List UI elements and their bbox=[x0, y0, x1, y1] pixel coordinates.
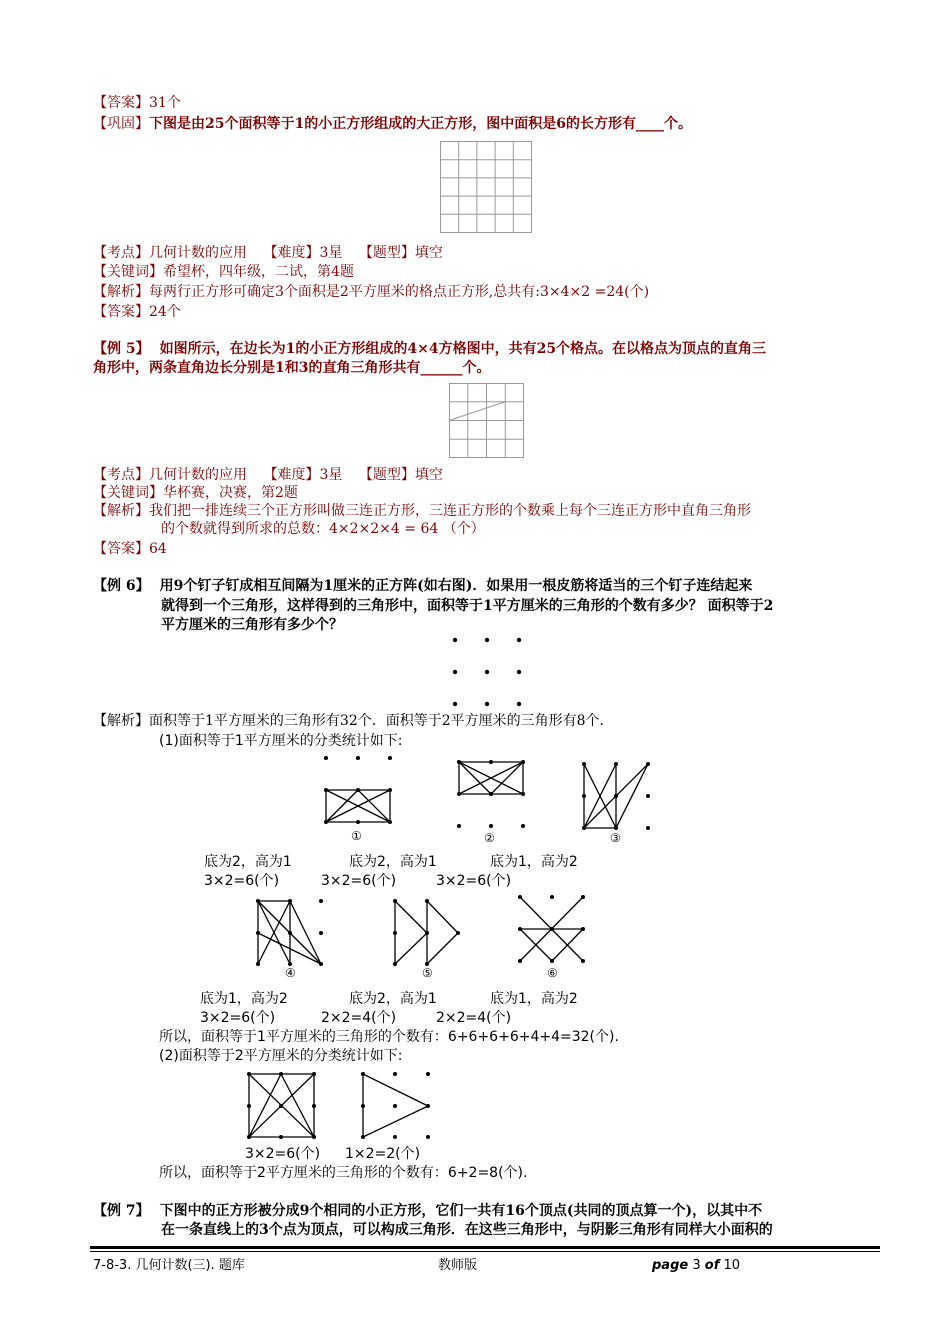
consolidate-question-text: 下图是由25个面积等于1的小正方形组成的大正方形，图中面积是6的长方形有____个。 bbox=[149, 116, 692, 132]
figure-area2-a bbox=[244, 1069, 324, 1141]
ex5-analysis-line1 bbox=[93, 502, 751, 520]
keywords-value: 希望杯，四年级，二试，第4题 bbox=[163, 264, 354, 280]
ex6-part1-title: (1)面积等于1平方厘米的分类统计如下: bbox=[159, 733, 403, 749]
ex5-keywords bbox=[93, 484, 298, 502]
ex6-summary2: 所以，面积等于2平方厘米的三角形的个数有：6+2=8(个). bbox=[159, 1165, 528, 1181]
page-number: 3 bbox=[692, 1258, 701, 1273]
analysis-tag: 【解析】 bbox=[93, 713, 149, 729]
ex5-question-line2: 角形中，两条直角边长分别是1和3的直角三角形共有______个。 bbox=[93, 360, 491, 376]
figure-1 bbox=[320, 752, 396, 844]
fig-label: ④ bbox=[285, 966, 296, 980]
row2-caption-1-calc: 3×2=6(个) bbox=[200, 1010, 276, 1026]
fig-label: ⑥ bbox=[547, 966, 558, 980]
grid-5x5-figure bbox=[440, 141, 532, 233]
ex7-tag: 【例 7】 bbox=[93, 1203, 150, 1219]
difficulty-tag: 【难度】 bbox=[263, 245, 320, 261]
kaodian-value: 几何计数的应用 bbox=[149, 467, 247, 483]
grid-4x4-figure bbox=[449, 383, 524, 458]
ex5-analysis-line2: 的个数就得到所求的总数：4×2×2×4 = 64 （个） bbox=[161, 521, 485, 537]
answer-tag: 【答案】 bbox=[93, 541, 149, 557]
footer-left: 7-8-3. 几何计数(三). 题库 bbox=[93, 1258, 245, 1273]
keywords-value: 华杯赛，决赛，第2题 bbox=[163, 485, 298, 501]
ex6-question-text-1: 用9个钉子钉成相互间隔为1厘米的正方阵(如右图)．如果用一根皮筋将适当的三个钉子连结起来 bbox=[159, 578, 753, 594]
row2-caption-3-desc: 底为1，高为2 bbox=[490, 991, 578, 1007]
type-tag: 【题型】 bbox=[358, 467, 415, 483]
footer-rule-thick bbox=[90, 1246, 880, 1249]
figure-area2-b bbox=[358, 1069, 438, 1141]
consolidate-answer bbox=[93, 303, 181, 321]
nine-pin-figure bbox=[450, 635, 526, 711]
row1-caption-3-calc: 3×2=6(个) bbox=[436, 873, 512, 889]
row2-caption-2-calc: 2×2=4(个) bbox=[321, 1010, 397, 1026]
ex5-answer bbox=[93, 540, 167, 558]
answer-value: 24个 bbox=[149, 304, 181, 320]
page-total: 10 bbox=[723, 1258, 741, 1273]
row2-caption-2-desc: 底为2，高为1 bbox=[349, 991, 437, 1007]
answer-tag: 【答案】 bbox=[93, 304, 149, 320]
fig-label: ② bbox=[484, 831, 495, 845]
consolidate-question bbox=[93, 115, 692, 133]
analysis-text-1: 我们把一排连续三个正方形叫做三连正方形，三连正方形的个数乘上每个三连正方形中直角三角形 bbox=[149, 503, 751, 519]
analysis-tag: 【解析】 bbox=[93, 284, 149, 300]
figure-6 bbox=[516, 893, 592, 983]
difficulty-tag: 【难度】 bbox=[263, 467, 320, 483]
row1-caption-1-desc: 底为2，高为1 bbox=[204, 854, 292, 870]
row2-caption-3-calc: 2×2=4(个) bbox=[436, 1010, 512, 1026]
answer-tag: 【答案】 bbox=[93, 95, 149, 111]
type-value: 填空 bbox=[414, 467, 443, 483]
kaodian-value: 几何计数的应用 bbox=[149, 245, 247, 261]
footer-page bbox=[652, 1258, 740, 1274]
ex7-question-text-1: 下图中的正方形被分成9个相同的小正方形，它们一共有16个顶点(共同的顶点算一个)，以其中不 bbox=[159, 1203, 763, 1219]
consolidate-keywords bbox=[93, 263, 354, 281]
ex6-question-line1 bbox=[93, 577, 752, 595]
row1-caption-3-desc: 底为1，高为2 bbox=[490, 854, 578, 870]
ex7-question-line1 bbox=[93, 1202, 762, 1220]
analysis-text: 每两行正方形可确定3个面积是2平方厘米的格点正方形,总共有:3×4×2 =24(个) bbox=[149, 284, 650, 300]
ex5-question-line1 bbox=[93, 340, 766, 358]
ex6-question-line2: 就得到一个三角形，这样得到的三角形中，面积等于1平方厘米的三角形的个数有多少？ 面积等于2 bbox=[161, 598, 774, 614]
ex6-analysis-line1 bbox=[93, 712, 604, 730]
ex6-part2-title: (2)面积等于2平方厘米的分类统计如下: bbox=[159, 1048, 403, 1064]
figure-4 bbox=[254, 897, 330, 983]
prev-answer-line bbox=[93, 94, 181, 112]
keywords-tag: 【关键词】 bbox=[93, 264, 163, 280]
consolidate-tag: 【巩固】 bbox=[93, 116, 149, 132]
fig-label: ① bbox=[351, 829, 362, 843]
figure-2 bbox=[455, 758, 531, 850]
ex6-tag: 【例 6】 bbox=[93, 578, 150, 594]
row3-caption-1: 3×2=6(个) bbox=[245, 1146, 321, 1162]
row3-caption-2: 1×2=2(个) bbox=[345, 1146, 421, 1162]
fig-label: ③ bbox=[610, 831, 621, 845]
ex5-tag: 【例 5】 bbox=[93, 341, 150, 357]
page-word: page bbox=[652, 1258, 689, 1273]
footer-rule-thin bbox=[90, 1251, 880, 1252]
difficulty-value: 3星 bbox=[319, 245, 343, 261]
analysis-text-1: 面积等于1平方厘米的三角形有32个．面积等于2平方厘米的三角形有8个. bbox=[149, 713, 604, 729]
difficulty-value: 3星 bbox=[319, 467, 343, 483]
answer-value: 64 bbox=[149, 541, 167, 557]
figure-3 bbox=[580, 760, 656, 852]
answer-value: 31个 bbox=[149, 95, 181, 111]
ex6-summary1: 所以，面积等于1平方厘米的三角形的个数有：6+6+6+6+4+4=32(个). bbox=[159, 1029, 619, 1045]
fig-label: ⑤ bbox=[422, 966, 433, 980]
footer-center: 教师版 bbox=[438, 1258, 478, 1273]
type-tag: 【题型】 bbox=[358, 245, 415, 261]
keywords-tag: 【关键词】 bbox=[93, 485, 163, 501]
row1-caption-1-calc: 3×2=6(个) bbox=[204, 873, 280, 889]
figure-5 bbox=[391, 897, 467, 983]
kaodian-tag: 【考点】 bbox=[93, 245, 149, 261]
row1-caption-2-desc: 底为2，高为1 bbox=[349, 854, 437, 870]
analysis-tag: 【解析】 bbox=[93, 503, 149, 519]
row2-caption-1-desc: 底为1，高为2 bbox=[200, 991, 288, 1007]
consolidate-analysis bbox=[93, 283, 649, 301]
type-value: 填空 bbox=[414, 245, 443, 261]
of-word: of bbox=[704, 1258, 720, 1273]
kaodian-tag: 【考点】 bbox=[93, 467, 149, 483]
ex7-question-line2: 在一条直线上的3个点为顶点，可以构成三角形．在这些三角形中，与阴影三角形有同样大小面积的 bbox=[161, 1222, 773, 1238]
ex5-meta bbox=[93, 466, 443, 484]
row1-caption-2-calc: 3×2=6(个) bbox=[321, 873, 397, 889]
ex6-question-line3: 平方厘米的三角形有多少个？ bbox=[161, 617, 343, 633]
consolidate-meta bbox=[93, 244, 443, 262]
ex5-question-text-1: 如图所示，在边长为1的小正方形组成的4×4方格图中，共有25个格点。在以格点为顶点的直角三 bbox=[159, 341, 767, 357]
